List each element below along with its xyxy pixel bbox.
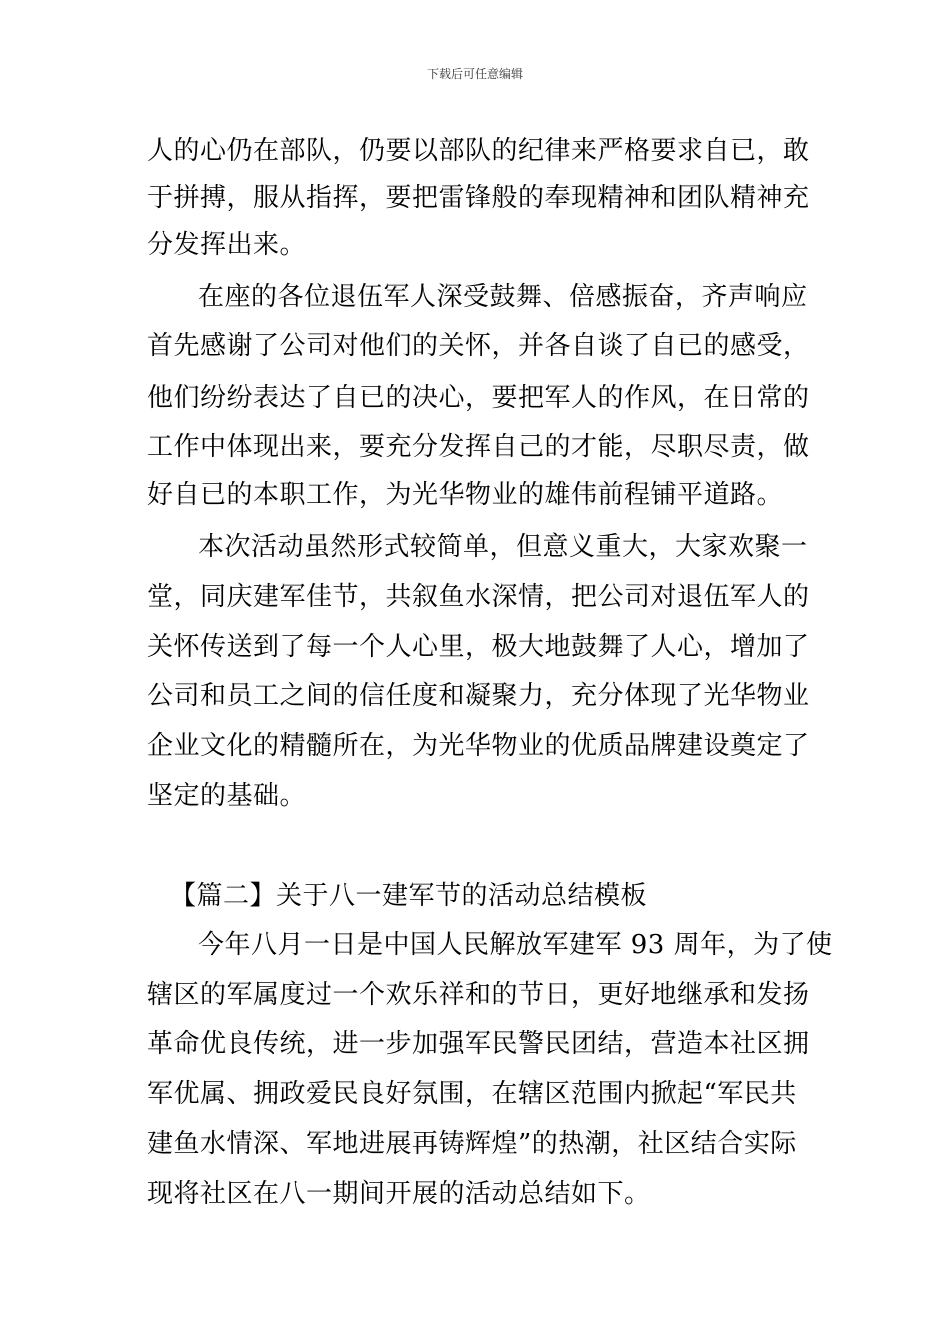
text-line: 分发挥出来。 [147,230,307,260]
text-line: 他们纷纷表达了自已的决心，要把军人的作风，在日常的 [147,383,810,413]
text-line: 工作中体现出来，要充分发挥自己的才能，尽职尽责，做 [147,432,810,462]
text-line: 本次活动虽然形式较简单，但意义重大，大家欢聚一 [198,532,808,562]
text-line: 革命优良传统，进一步加强军民警民团结，营造本社区拥 [147,1029,810,1059]
section-heading: 【篇二】关于八一建军节的活动总结模板 [170,881,648,911]
text-line: 好自已的本职工作，为光华物业的雄伟前程铺平道路。 [147,480,784,510]
text-line: 首先感谢了公司对他们的关怀，并各自谈了自已的感受， [147,331,810,361]
text-line: 于拼搏，服从指挥，要把雷锋般的奉现精神和团队精神充 [147,183,810,213]
text-line: 坚定的基础。 [147,781,307,811]
text-line: 辖区的军属度过一个欢乐祥和的节日，更好地继承和发扬 [147,980,810,1010]
text-line: 堂，同庆建军佳节，共叙鱼水深情，把公司对退伍军人的 [147,582,810,612]
text-line: 公司和员工之间的信任度和凝聚力，充分体现了光华物业 [147,681,810,711]
text-line: 今年八月一日是中国人民解放军建军 93 周年，为了使 [198,930,833,960]
text-line: 现将社区在八一期间开展的活动总结如下。 [147,1179,651,1209]
text-line: 关怀传送到了每一个人心里，极大地鼓舞了人心，增加了 [147,632,810,662]
text-line: 在座的各位退伍军人深受鼓舞、倍感振奋，齐声响应 [198,282,808,312]
text-line: 人的心仍在部队，仍要以部队的纪律来严格要求自已，敢 [147,136,810,166]
text-line: 建鱼水情深、军地进展再铸辉煌”的热潮，社区结合实际 [147,1129,797,1159]
text-line: 军优属、拥政爱民良好氛围，在辖区范围内掀起“军民共 [147,1079,797,1109]
text-line: 企业文化的精髓所在，为光华物业的优质品牌建设奠定了 [147,731,810,761]
page-header: 下载后可任意编辑 [426,67,523,81]
